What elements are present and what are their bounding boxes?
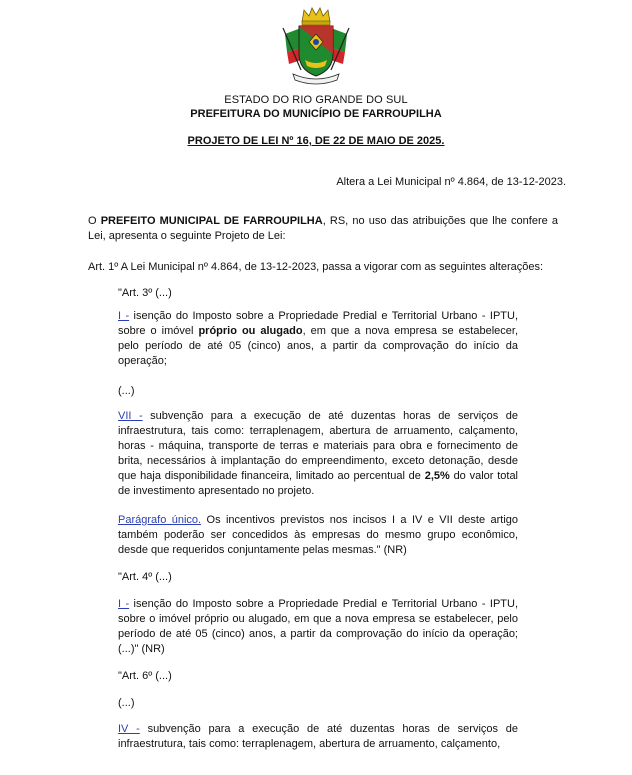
state-name: ESTADO DO RIO GRANDE DO SUL	[224, 94, 408, 106]
preamble-author: PREFEITO MUNICIPAL DE FARROUPILHA	[100, 215, 323, 227]
art3-heading: "Art. 3º (...)	[118, 287, 172, 299]
art3-item-i	[118, 309, 518, 369]
art4-item-i-link[interactable]: I -	[118, 598, 130, 610]
art3-item-i-link[interactable]: I -	[118, 310, 130, 322]
sole-paragraph-text: Os incentivos previstos nos incisos I a IV e VII deste artigo também poderão ser concedidos às empresas do mesmo grupo econômico, desde que requeridos conjuntamente pelas mesmas." (NR)	[118, 514, 519, 556]
art4-heading: "Art. 4º (...)	[118, 571, 172, 583]
art3-item-vii-link[interactable]: VII -	[118, 410, 143, 422]
prefecture-name: PREFEITURA DO MUNICÍPIO DE FARROUPILHA	[190, 108, 442, 120]
art3-ellipsis: (...)	[118, 385, 135, 397]
preamble-text: , RS, no uso das atribuições que lhe confere a Lei, apresenta o seguinte Projeto de Lei:	[88, 215, 558, 242]
art4-item-i-text: isenção do Imposto sobre a Propriedade Predial e Territorial Urbano - IPTU, sobre o imóvel próprio ou alugado, em que a nova empresa se estabelecer, pelo período de até 05 (cinco) anos, a partir da comprovação do início da operação; (...)" (NR)	[118, 598, 518, 655]
ementa: Altera a Lei Municipal nº 4.864, de 13-12-2023.	[336, 176, 566, 188]
art3-item-vii-text-b: do valor total de investimento apresentado no projeto.	[118, 470, 519, 497]
art3-item-vii-text-a: subvenção para a execução de até duzentas horas de serviços de infraestrutura, tais como: terraplenagem, abertura de arruamento, calçamento, horas - máquina, transporte de terras e materiais para obra e fornecimento de brita, necessários à implantação do empreendimento, exceto detonação, desde que haja disponibilidade financeira, limitado ao percentual de	[118, 410, 518, 482]
sole-paragraph-link[interactable]: Parágrafo único.	[118, 514, 202, 526]
art3-sole-paragraph	[118, 513, 518, 558]
preamble	[88, 214, 558, 244]
coat-of-arms-logo	[279, 4, 353, 90]
art3-item-vii-bold: 2,5%	[424, 470, 450, 482]
art3-item-i-text-b: , em que a nova empresa se estabelecer, pelo período de até 05 (cinco) anos, a partir da comprovação do início da operação;	[118, 325, 518, 367]
art4-item-i	[118, 597, 518, 657]
art6-item-iv	[118, 722, 518, 752]
preamble-prefix: O	[88, 215, 101, 227]
art3-item-i-text-a: isenção do Imposto sobre a Propriedade Predial e Territorial Urbano - IPTU, sobre o imóvel	[118, 310, 518, 337]
bill-title: PROJETO DE LEI Nº 16, DE 22 DE MAIO DE 2025.	[187, 135, 445, 147]
article-1: Art. 1º A Lei Municipal nº 4.864, de 13-12-2023, passa a vigorar com as seguintes alterações:	[88, 261, 544, 273]
art6-ellipsis: (...)	[118, 697, 135, 709]
art6-heading: "Art. 6º (...)	[118, 670, 172, 682]
art6-item-iv-link[interactable]: IV -	[118, 723, 140, 735]
art3-item-i-bold: próprio ou alugado	[198, 325, 303, 337]
art6-item-iv-text: subvenção para a execução de até duzentas horas de serviços de infraestrutura, tais como: terraplenagem, abertura de arruamento, calçamento,	[118, 723, 518, 750]
art3-item-vii	[118, 409, 518, 499]
